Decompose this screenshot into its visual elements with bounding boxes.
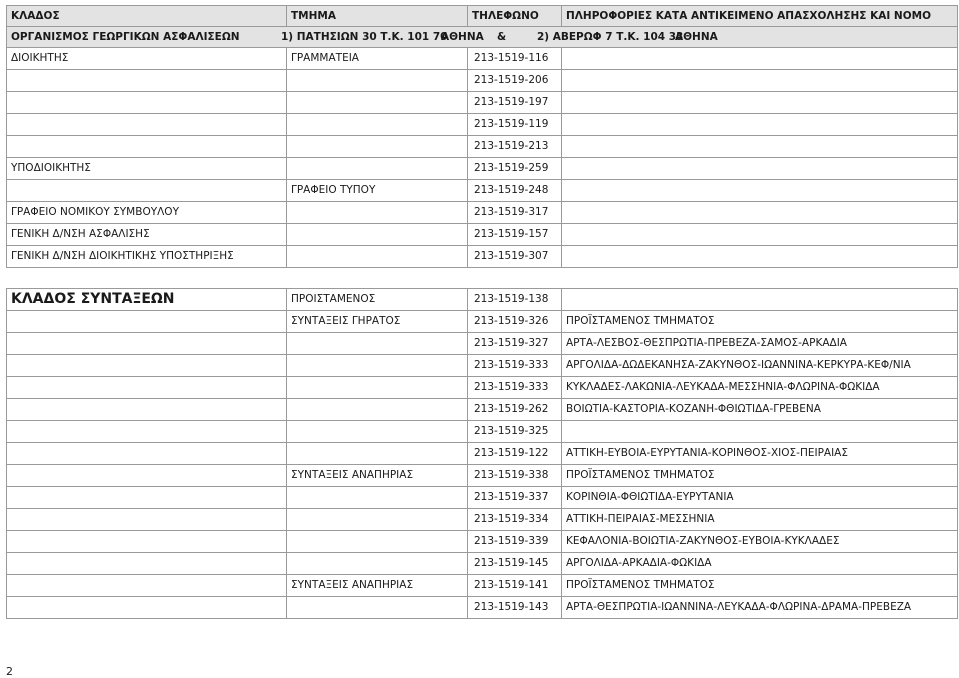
info-cell [562,202,958,224]
table-row [7,289,958,311]
phone-cell: 213-1519-206 [468,70,562,92]
department-cell [287,377,468,399]
table-row [7,48,958,70]
table-row [7,246,958,268]
branch-cell [7,136,287,158]
info-cell: ΑΤΤΙΚΗ-ΠΕΙΡΑΙΑΣ-ΜΕΣΣΗΝΙΑ [562,509,958,531]
department-cell: ΣΥΝΤΑΞΕΙΣ ΓΗΡΑΤΟΣ [287,311,468,333]
table-row [7,531,958,553]
phone-cell: 213-1519-119 [468,114,562,136]
department-cell [287,333,468,355]
branch-cell [7,114,287,136]
branch-cell [7,421,287,443]
header-row [7,6,958,27]
info-cell [562,70,958,92]
branch-cell [7,180,287,202]
phone-cell: 213-1519-338 [468,465,562,487]
phone-cell: 213-1519-116 [468,48,562,70]
info-cell [562,114,958,136]
org-city-2: ΑΘΗΝΑ [675,31,718,43]
phone-cell: 213-1519-259 [468,158,562,180]
phone-cell: 213-1519-213 [468,136,562,158]
branch-cell [7,92,287,114]
department-cell: ΣΥΝΤΑΞΕΙΣ ΑΝΑΠΗΡΙΑΣ [287,465,468,487]
department-cell [287,597,468,619]
table-row [7,224,958,246]
header-info: ΠΛΗΡΟΦΟΡΙΕΣ ΚΑΤΑ ΑΝΤΙΚΕΙΜΕΝΟ ΑΠΑΣΧΟΛΗΣΗΣ ΚΑΙ ΝΟΜΟ [562,6,958,27]
org-ampersand: & [497,31,507,43]
table-row [7,553,958,575]
table-row [7,136,958,158]
table-row [7,377,958,399]
phone-cell: 213-1519-138 [468,289,562,311]
phone-cell: 213-1519-122 [468,443,562,465]
table-row [7,421,958,443]
branch-cell [7,531,287,553]
info-cell [562,92,958,114]
info-cell [562,136,958,158]
branch-cell: ΓΕΝΙΚΗ Δ/ΝΣΗ ΑΣΦΑΛΙΣΗΣ [7,224,287,246]
phone-cell: 213-1519-248 [468,180,562,202]
info-cell: ΑΡΓΟΛΙΔΑ-ΑΡΚΑΔΙΑ-ΦΩΚΙΔΑ [562,553,958,575]
phone-cell: 213-1519-157 [468,224,562,246]
table-row [7,114,958,136]
department-cell [287,487,468,509]
phone-cell: 213-1519-334 [468,509,562,531]
info-cell: ΑΡΓΟΛΙΔΑ-ΔΩΔΕΚΑΝΗΣΑ-ΖΑΚΥΝΘΟΣ-ΙΩΑΝΝΙΝΑ-ΚΕΡΚΥΡΑ-ΚΕΦ/ΝΙΑ [562,355,958,377]
header-phone: ΤΗΛΕΦΩΝΟ [468,6,562,27]
info-cell: ΚΥΚΛΑΔΕΣ-ΛΑΚΩΝΙΑ-ΛΕΥΚΑΔΑ-ΜΕΣΣΗΝΙΑ-ΦΛΩΡΙΝΑ-ΦΩΚΙΔΑ [562,377,958,399]
info-cell [562,180,958,202]
branch-cell: ΥΠΟΔΙΟΙΚΗΤΗΣ [7,158,287,180]
branch-cell [7,311,287,333]
department-cell [287,509,468,531]
info-cell: ΠΡΟΪΣΤΑΜΕΝΟΣ ΤΜΗΜΑΤΟΣ [562,575,958,597]
department-cell [287,355,468,377]
contacts-table-top [6,5,958,268]
page-number: 2 [6,665,13,678]
table-row [7,202,958,224]
branch-cell [7,553,287,575]
contacts-document [6,5,957,678]
contacts-table-pensions [6,288,958,619]
branch-cell [7,399,287,421]
department-cell: ΠΡΟΙΣΤΑΜΕΝΟΣ [287,289,468,311]
department-cell [287,246,468,268]
phone-cell: 213-1519-145 [468,553,562,575]
branch-cell [7,509,287,531]
branch-cell: ΓΡΑΦΕΙΟ ΝΟΜΙΚΟΥ ΣΥΜΒΟΥΛΟΥ [7,202,287,224]
phone-cell: 213-1519-317 [468,202,562,224]
info-cell: ΑΡΤΑ-ΛΕΣΒΟΣ-ΘΕΣΠΡΩΤΙΑ-ΠΡΕΒΕΖΑ-ΣΑΜΟΣ-ΑΡΚΑΔΙΑ [562,333,958,355]
info-cell: ΚΕΦΑΛΟΝΙΑ-ΒΟΙΩΤΙΑ-ΖΑΚΥΝΘΟΣ-ΕΥΒΟΙΑ-ΚΥΚΛΑΔΕΣ [562,531,958,553]
branch-cell [7,575,287,597]
department-cell [287,399,468,421]
table-row [7,575,958,597]
table-row [7,70,958,92]
department-cell: ΓΡΑΜΜΑΤΕΙΑ [287,48,468,70]
section-gap [6,268,957,288]
table-row [7,333,958,355]
info-cell [562,224,958,246]
info-cell: ΠΡΟΪΣΤΑΜΕΝΟΣ ΤΜΗΜΑΤΟΣ [562,465,958,487]
org-cell [7,27,958,48]
branch-cell: ΓΕΝΙΚΗ Δ/ΝΣΗ ΔΙΟΙΚΗΤΙΚΗΣ ΥΠΟΣΤΗΡΙΞΗΣ [7,246,287,268]
header-branch: ΚΛΑΔΟΣ [7,6,287,27]
branch-cell [7,597,287,619]
phone-cell: 213-1519-326 [468,311,562,333]
department-cell [287,92,468,114]
phone-cell: 213-1519-141 [468,575,562,597]
department-cell [287,531,468,553]
department-cell [287,224,468,246]
department-cell: ΣΥΝΤΑΞΕΙΣ ΑΝΑΠΗΡΙΑΣ [287,575,468,597]
org-name: ΟΡΓΑΝΙΣΜΟΣ ΓΕΩΡΓΙΚΩΝ ΑΣΦΑΛΙΣΕΩΝ [11,31,240,43]
department-cell [287,136,468,158]
phone-cell: 213-1519-339 [468,531,562,553]
table-row [7,158,958,180]
department-cell [287,553,468,575]
branch-cell: ΔΙΟΙΚΗΤΗΣ [7,48,287,70]
department-cell [287,202,468,224]
org-city-1: ΑΘΗΝΑ [441,31,484,43]
info-cell [562,246,958,268]
info-cell: ΑΡΤΑ-ΘΕΣΠΡΩΤΙΑ-ΙΩΑΝΝΙΝΑ-ΛΕΥΚΑΔΑ-ΦΛΩΡΙΝΑ-ΔΡΑΜΑ-ΠΡΕΒΕΖΑ [562,597,958,619]
branch-cell [7,70,287,92]
phone-cell: 213-1519-143 [468,597,562,619]
branch-cell [7,465,287,487]
branch-cell [7,443,287,465]
table-row [7,509,958,531]
department-cell [287,158,468,180]
table-row [7,465,958,487]
org-row [7,27,958,48]
branch-cell [7,487,287,509]
table-row [7,597,958,619]
phone-cell: 213-1519-337 [468,487,562,509]
table-row [7,92,958,114]
info-cell: ΠΡΟΪΣΤΑΜΕΝΟΣ ΤΜΗΜΑΤΟΣ [562,311,958,333]
branch-cell [7,377,287,399]
org-address-1: 1) ΠΑΤΗΣΙΩΝ 30 Τ.Κ. 101 70 [281,31,448,43]
phone-cell: 213-1519-197 [468,92,562,114]
info-cell [562,421,958,443]
table-row [7,355,958,377]
branch-cell [7,355,287,377]
info-cell: ΒΟΙΩΤΙΑ-ΚΑΣΤΟΡΙΑ-ΚΟΖΑΝΗ-ΦΘΙΩΤΙΔΑ-ΓΡΕΒΕΝΑ [562,399,958,421]
phone-cell: 213-1519-333 [468,377,562,399]
phone-cell: 213-1519-333 [468,355,562,377]
table-row [7,180,958,202]
table-row [7,443,958,465]
table-row [7,399,958,421]
info-cell [562,48,958,70]
phone-cell: 213-1519-327 [468,333,562,355]
department-cell [287,114,468,136]
department-cell [287,421,468,443]
header-department: ΤΜΗΜΑ [287,6,468,27]
phone-cell: 213-1519-307 [468,246,562,268]
info-cell: ΑΤΤΙΚΗ-ΕΥΒΟΙΑ-ΕΥΡΥΤΑΝΙΑ-ΚΟΡΙΝΘΟΣ-ΧΙΟΣ-ΠΕΙΡΑΙΑΣ [562,443,958,465]
info-cell [562,158,958,180]
department-cell [287,443,468,465]
org-address-2: 2) ΑΒΕΡΩΦ 7 Τ.Κ. 104 33 [537,31,684,43]
department-cell: ΓΡΑΦΕΙΟ ΤΥΠΟΥ [287,180,468,202]
info-cell [562,289,958,311]
table-row [7,487,958,509]
table-row [7,311,958,333]
branch-cell: ΚΛΑΔΟΣ ΣΥΝΤΑΞΕΩΝ [7,289,287,311]
phone-cell: 213-1519-262 [468,399,562,421]
branch-cell [7,333,287,355]
phone-cell: 213-1519-325 [468,421,562,443]
info-cell: ΚΟΡΙΝΘΙΑ-ΦΘΙΩΤΙΔΑ-ΕΥΡΥΤΑΝΙΑ [562,487,958,509]
department-cell [287,70,468,92]
